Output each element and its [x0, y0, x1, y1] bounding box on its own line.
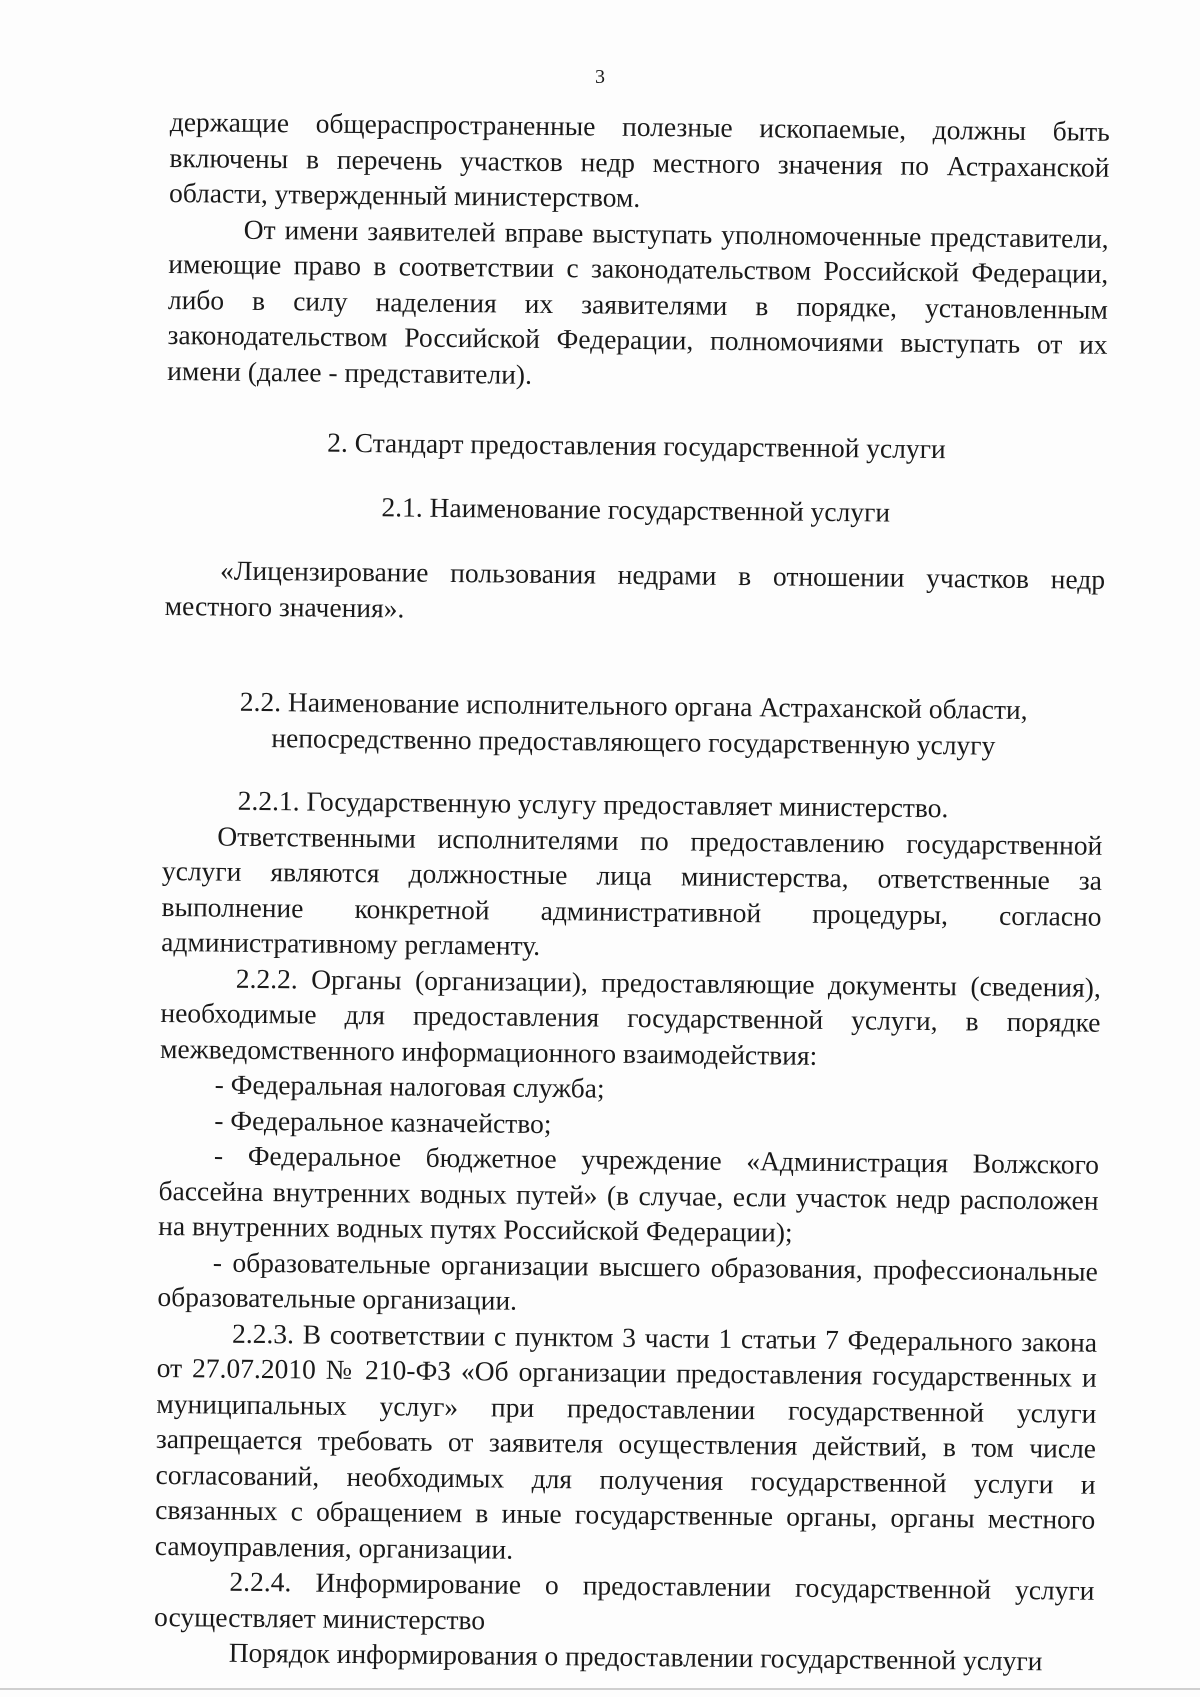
list-item: - образовательные организации высшего образования, профессиональные образовательные организации.: [157, 1246, 1098, 1316]
list-item: - Федеральное бюджетное учреждение «Администрация Волжского бассейна внутренних водных путей» (в случае, если участок недр расположен на внутренних водных путях Российской Федерации);: [158, 1139, 1100, 1248]
paragraph-responsible: Ответственными исполнителями по предоставлению государственной услуги являются должностные лица министерства, ответственные за выполнение конкретной административной процедуры, согласно административному регламенту.: [161, 820, 1103, 961]
section-heading-2-2: 2.2. Наименование исполнительного органа Астраханской области, непосредственно предоставляющего государственную услугу: [239, 685, 1028, 761]
scan-edge-line: [0, 1688, 1200, 1690]
list-item: - Федеральное казначейство;: [214, 1104, 552, 1139]
paragraph-continuation: держащие общераспространенные полезные ископаемые, должны быть включены в перечень участков недр местного значения по Астраханской области, утвержденный министерством.: [168, 105, 1110, 213]
paragraph-2-2-3: 2.2.3. В соответствии с пунктом 3 части 1 статьи 7 Федерального закона от 27.07.2010 № 210-ФЗ «Об организации предоставления государственных и муниципальных услуг» при предоставлении государственной услуги запрещается требовать от заявителя осуществления действий, в том числе согласований, необходимых для получения государственной услуги и связанных с обращением в иные государственные органы, органы местного самоуправления, организации.: [154, 1317, 1098, 1565]
page-number: 3: [595, 66, 605, 88]
document-body: [154, 104, 1110, 1679]
section-heading-2-1: 2.1. Наименование государственной услуги: [381, 490, 891, 528]
list-item: - Федеральная налоговая служба;: [214, 1068, 605, 1104]
section-heading-2: 2. Стандарт предоставления государственной услуги: [327, 426, 946, 465]
paragraph-representatives: От имени заявителей вправе выступать уполномоченные представители, имеющие право в соответствии с законодательством Российской Федерации, либо в силу наделения их заявителями в порядке, установленным законодательством Российской Федерации, полномочиями выступать от их имени (далее - представители).: [167, 213, 1109, 390]
paragraph-2-2-1: 2.2.1. Государственную услугу предоставляет министерство.: [237, 784, 949, 824]
paragraph-2-2-4: 2.2.4. Информирование о предоставлении государственной услуги осуществляет министерство: [154, 1565, 1095, 1635]
paragraph-informing-order: Порядок информирования о предоставлении государственной услуги: [228, 1636, 1043, 1677]
paragraph-2-2-2: 2.2.2. Органы (организации), предоставляющие документы (сведения), необходимые для предоставления государственной услуги, в порядке межведомственного информационного взаимодействия:: [159, 962, 1101, 1071]
service-name: «Лицензирование пользования недрами в отношении участков недр местного значения».: [164, 554, 1106, 623]
